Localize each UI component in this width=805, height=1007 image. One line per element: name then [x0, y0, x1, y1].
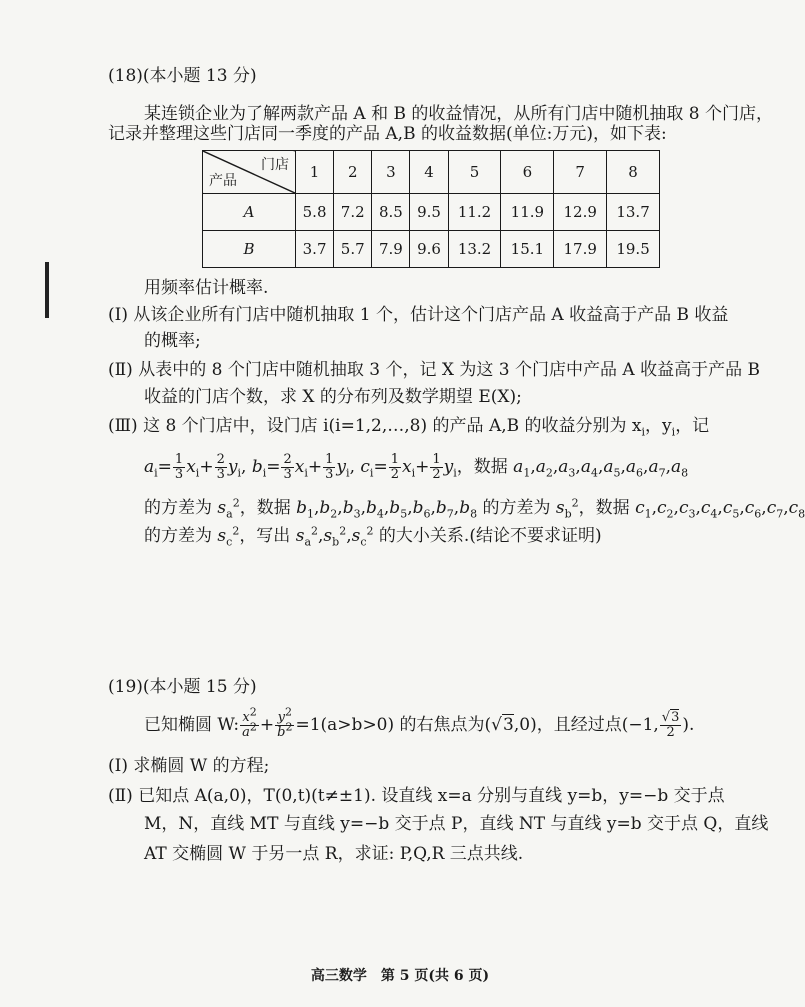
corner-label-product: 产品: [209, 173, 237, 189]
table-cell: 3.7: [296, 231, 334, 268]
store-header: 8: [607, 151, 660, 194]
q19-part2-line-3: AT 交椭圆 W 于另一点 R，求证: P,Q,R 三点共线.: [144, 844, 524, 864]
q18-note: 用频率估计概率.: [144, 278, 269, 298]
q18-part3-formula-line: $a_i=$ $\frac{1}{3}$ $x_i+$ $\frac{2}{3}$ $y_i$, $b_i=$ $\frac{2}{3}$ $x_i+$ $\frac{1}{3}$ $y_i$, $c_i=$ $\frac{1}{2}$ $x_i+$ $\frac{1}{2}$ $y_i$，数据 $a_1,a_2,a_3,a_4,a_5,a_6,a_7,a_8$: [144, 452, 689, 482]
table-cell: 7.2: [334, 194, 372, 231]
q18-part3-text-c: ，记: [675, 416, 710, 436]
q19-intro-end: ).: [682, 715, 695, 735]
q18-part3-variance-b: 的方差为: [482, 498, 551, 518]
q19-intro-head: 已知椭圆 W:: [144, 715, 240, 735]
q18-part3-line-3: 的方差为 $s_a^2$，数据 $b_1,b_2,b_3,b_4,b_5,b_6,b_7,b_8$ 的方差为 $s_b^2$，数据 $c_1,c_2,c_3,c_4,c_5,c_6,c_7,c_8$: [144, 496, 805, 521]
q19-intro-mid: =1(a>b>0) 的右焦点为(: [295, 715, 492, 735]
revenue-table: [202, 150, 660, 268]
q18-part1-line-1: (Ⅰ) 从该企业所有门店中随机抽取 1 个，估计这个门店产品 A 收益高于产品 B 收益: [108, 305, 729, 325]
q18-part3-data-c: ，数据: [578, 498, 630, 518]
table-header-row: [203, 151, 660, 194]
q18-part3-text-a: (Ⅲ) 这 8 个门店中，设门店 i(i=1,2,…,8) 的产品 A,B 的收益分别为 x: [108, 416, 642, 436]
store-header: 7: [554, 151, 607, 194]
table-cell: 13.2: [448, 231, 501, 268]
margin-mark: [45, 262, 49, 318]
q18-part3-line-1: (Ⅲ) 这 8 个门店中，设门店 i(i=1,2,…,8) 的产品 A,B 的收益分别为 $x_i$，$y_i$，记: [108, 416, 710, 439]
q19-intro-line: 已知椭圆 W: $\frac{x^2}{a^2}$ + $\frac{y^2}{b^2}$ =1(a>b>0) 的右焦点为(√3,0)，且经过点(−1, $\frac{√3}{2}$ ).: [144, 705, 695, 740]
table-row-product-a: [203, 194, 660, 231]
store-header: 2: [334, 151, 372, 194]
table-corner-cell: [203, 151, 296, 194]
store-header: 1: [296, 151, 334, 194]
q19-part2-line-2: M，N，直线 MT 与直线 y=−b 交于点 P，直线 NT 与直线 y=b 交于点 Q，直线: [144, 814, 769, 834]
q18-part3-line-4: 的方差为 $s_c^2$，写出 $s_a^2,s_b^2,s_c^2$ 的大小关系.(结论不要求证明): [144, 524, 602, 549]
store-header: 3: [372, 151, 410, 194]
store-header: 4: [410, 151, 448, 194]
table-cell: 12.9: [554, 194, 607, 231]
q18-part3-variance-a: 的方差为: [144, 498, 212, 518]
q19-part2-line-1: (Ⅱ) 已知点 A(a,0)，T(0,t)(t≠±1). 设直线 x=a 分别与直线 y=b，y=−b 交于点: [108, 786, 725, 806]
page-footer: 高三数学 第 5 页(共 6 页): [310, 968, 490, 984]
table-cell: 11.2: [448, 194, 501, 231]
q19-intro-tail: ,0)，且经过点(−1,: [513, 715, 659, 735]
q18-intro-line-2: 记录并整理这些门店同一季度的产品 A,B 的收益数据(单位:万元)，如下表:: [108, 124, 667, 144]
table-cell: 5.7: [334, 231, 372, 268]
table-cell: 5.8: [296, 194, 334, 231]
table-cell: 7.9: [372, 231, 410, 268]
q18-part3-ending: 的大小关系.(结论不要求证明): [378, 526, 602, 546]
table-cell: 15.1: [501, 231, 554, 268]
table-cell: 9.6: [410, 231, 448, 268]
row-label-b: B: [203, 231, 296, 268]
q18-header: (18)(本小题 13 分): [108, 66, 257, 86]
table-cell: 17.9: [554, 231, 607, 268]
q18-part3-write: ，写出: [239, 526, 291, 546]
q18-intro-line-1: 某连锁企业为了解两款产品 A 和 B 的收益情况，从所有门店中随机抽取 8 个门店，: [144, 104, 774, 124]
row-label-a: A: [203, 194, 296, 231]
q19-part1: (Ⅰ) 求椭圆 W 的方程;: [108, 756, 270, 776]
q18-part3-data-b: ，数据: [239, 498, 291, 518]
q18-part2-line-2: 收益的门店个数，求 X 的分布列及数学期望 E(X);: [144, 387, 522, 407]
q18-part2-line-1: (Ⅱ) 从表中的 8 个门店中随机抽取 3 个，记 X 为这 3 个门店中产品 A 收益高于产品 B: [108, 360, 760, 380]
table-cell: 13.7: [607, 194, 660, 231]
table-cell: 8.5: [372, 194, 410, 231]
q18-part1-line-2: 的概率;: [144, 331, 201, 351]
table-cell: 11.9: [501, 194, 554, 231]
store-header: 6: [501, 151, 554, 194]
table-cell: 19.5: [607, 231, 660, 268]
corner-label-store: 门店: [261, 157, 289, 173]
table-cell: 9.5: [410, 194, 448, 231]
q19-header: (19)(本小题 15 分): [108, 677, 257, 697]
q18-part3-text-b: ，y: [645, 416, 672, 436]
q18-part3-variance-c: 的方差为: [144, 526, 212, 546]
store-header: 5: [448, 151, 501, 194]
q18-part3-data-word: ，数据: [456, 457, 508, 477]
table-row-product-b: [203, 231, 660, 268]
